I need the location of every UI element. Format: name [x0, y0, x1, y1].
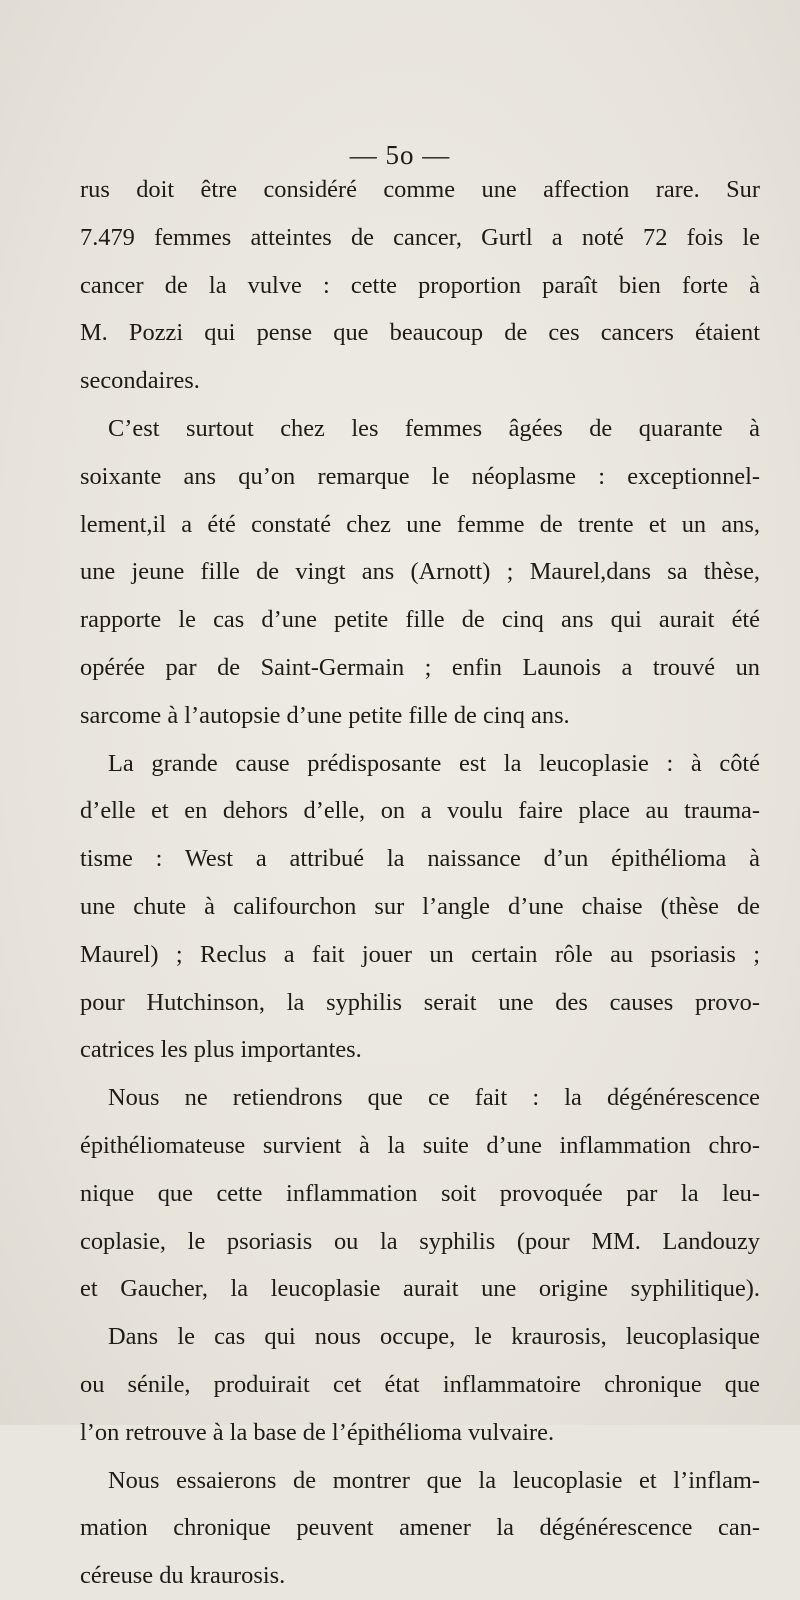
text-line: pour Hutchinson, la syphilis serait une des causes provo- [80, 988, 760, 1016]
body-text [80, 166, 760, 1600]
text-line: La grande cause prédisposante est la leucoplasie : à côté [108, 749, 760, 777]
text-line: sarcome à l’autopsie d’une petite fille de cinq ans. [80, 701, 570, 729]
text-line: mation chronique peuvent amener la dégénérescence can- [80, 1514, 760, 1542]
text-line: d’elle et en dehors d’elle, on a voulu faire place au trauma- [80, 797, 760, 825]
paragraph-3 [80, 740, 760, 1075]
text-line: rapporte le cas d’une petite fille de cinq ans qui aurait été [80, 606, 760, 634]
text-line: Nous essaierons de montrer que la leucoplasie et l’inflam- [108, 1466, 760, 1494]
text-line: épithéliomateuse survient à la suite d’une inflammation chro- [80, 1131, 760, 1159]
text-line: rus doit être considéré comme une affection rare. Sur [80, 176, 760, 203]
text-line: l’on retrouve à la base de l’épithélioma vulvaire. [80, 1418, 555, 1446]
page-number: — 5o — [349, 140, 451, 170]
text-line: soixante ans qu’on remarque le néoplasme : exceptionnel- [80, 462, 760, 490]
text-line: catrices les plus importantes. [80, 1036, 362, 1064]
text-line: Dans le cas qui nous occupe, le kraurosis, leucoplasique [108, 1323, 760, 1351]
text-line: coplasie, le psoriasis ou la syphilis (pour MM. Landouzy [80, 1227, 760, 1255]
text-line: M. Pozzi qui pense que beaucoup de ces cancers étaient [80, 319, 760, 347]
text-line: et Gaucher, la leucoplasie aurait une origine syphilitique). [80, 1275, 760, 1303]
paragraph-1 [80, 166, 760, 405]
text-line: 7.479 femmes atteintes de cancer, Gurtl a noté 72 fois le [80, 223, 760, 251]
text-line: cancer de la vulve : cette proportion paraît bien forte à [80, 271, 760, 299]
text-line: secondaires. [80, 367, 200, 395]
text-line: une chute à califourchon sur l’angle d’une chaise (thèse de [80, 892, 760, 920]
paragraph-4 [80, 1074, 760, 1456]
text-line: nique que cette inflammation soit provoquée par la leu- [80, 1179, 760, 1207]
text-line: une jeune fille de vingt ans (Arnott) ; Maurel,dans sa thèse, [80, 558, 760, 586]
text-line: lement,il a été constaté chez une femme de trente et un ans, [80, 510, 760, 538]
text-line: tisme : West a attribué la naissance d’un épithélioma à [80, 845, 760, 873]
paragraph-2 [80, 405, 760, 740]
text-line: Nous ne retiendrons que ce fait : la dégénérescence [108, 1084, 760, 1112]
text-line: C’est surtout chez les femmes âgées de quarante à [108, 414, 760, 442]
paragraph-5 [80, 1457, 760, 1600]
text-line: ou sénile, produirait cet état inflammatoire chronique que [80, 1370, 760, 1398]
text-line: céreuse du kraurosis. [80, 1562, 286, 1590]
text-line: opérée par de Saint-Germain ; enfin Launois a trouvé un [80, 653, 760, 681]
text-line: Maurel) ; Reclus a fait jouer un certain rôle au psoriasis ; [80, 940, 760, 968]
